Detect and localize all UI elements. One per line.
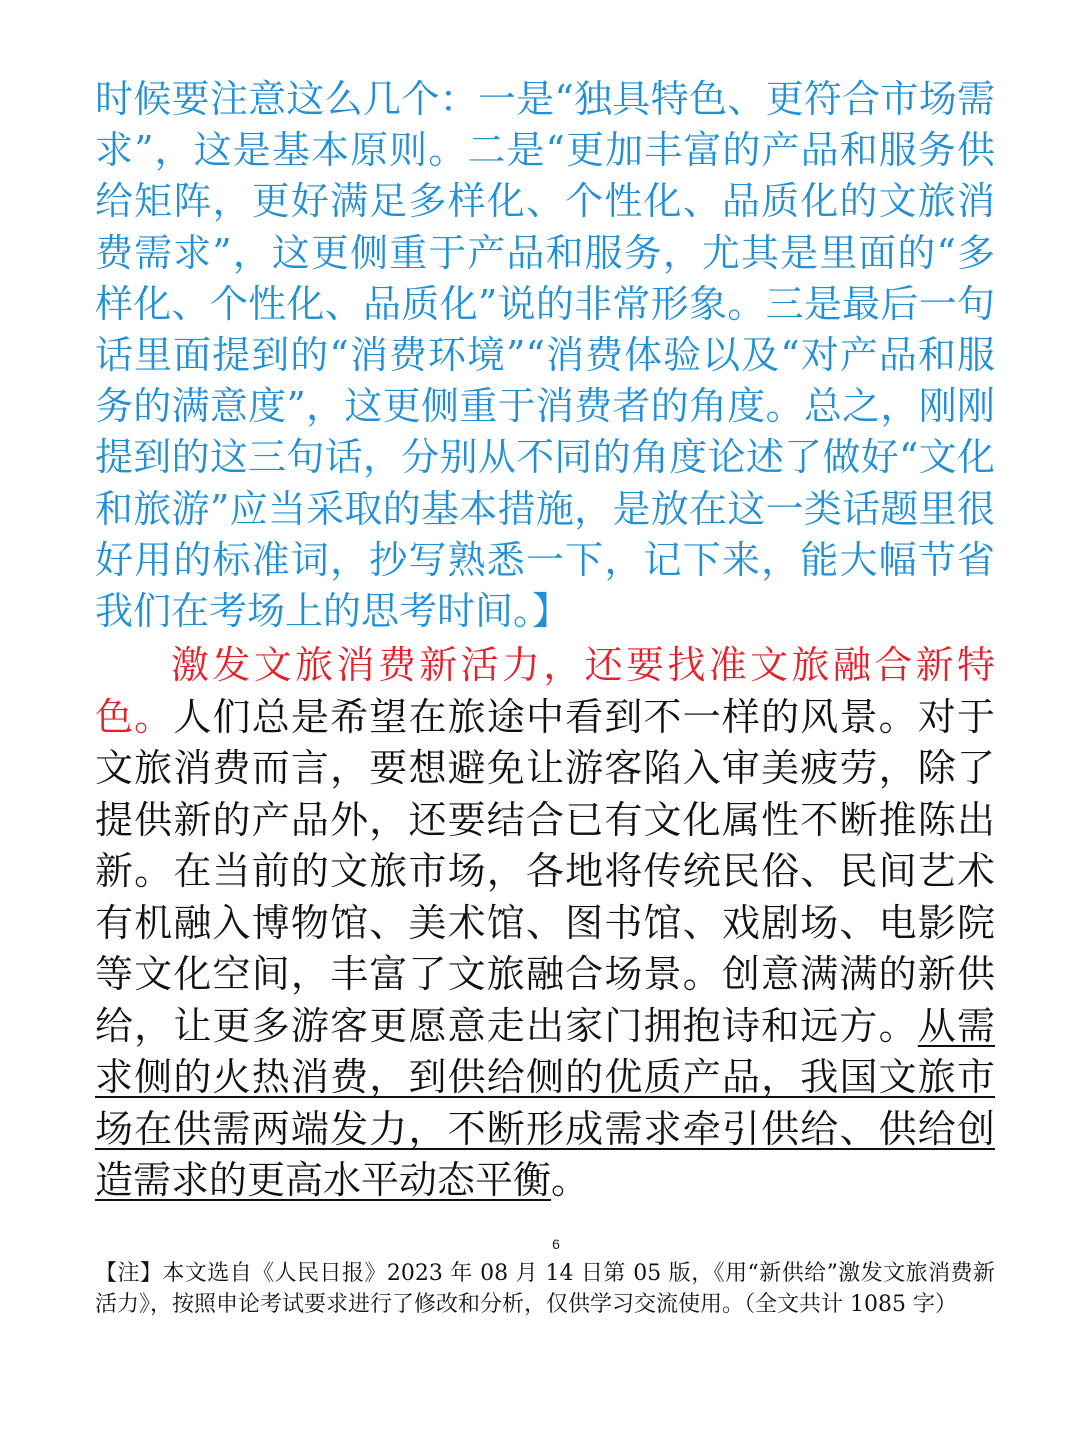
page-number: 6 bbox=[552, 1236, 560, 1252]
closing-mark: 。 bbox=[551, 1158, 590, 1202]
analysis-paragraph: 时候要注意这么几个：一是“独具特色、更符合市场需求”，这是基本原则。二是“更加丰富的产品和服务供给矩阵，更好满足多样化、个性化、品质化的文旅消费需求”，这更侧重于产品和服务，尤其是里面的“多样化、个性化、品质化”说的非常形象。三是最后一句话里面提到的“消费环境”“消费体验以及“对产品和服务的满意度”，这更侧重于消费者的角度。总之，刚刚提到的这三句话，分别从不同的角度论述了做好“文化和旅游”应当采取的基本措施，是放在这一类话题里很好用的标准词，抄写熟悉一下，记下来，能大幅节省我们在考场上的思考时间。】 bbox=[95, 77, 995, 634]
underlined-conclusion: 从需求侧的火热消费，到供给侧的优质产品，我国文旅市场在供需两端发力，不断形成需求牵引供给、供给创造需求的更高水平动态平衡 bbox=[95, 1003, 995, 1202]
lead-sentence: 激发文旅消费新活力，还要找准文旅融合新特色。 bbox=[95, 643, 995, 739]
source-note: 【注】本文选自《人民日报》2023 年 08 月 14 日第 05 版，《用“新供给”激发文旅消费新活力》，按照申论考试要求进行了修改和分析，仅供学习交流使用。（全文共计 1085 字） bbox=[95, 1261, 995, 1317]
body-paragraph bbox=[95, 640, 995, 1207]
body-text: 人们总是希望在旅途中看到不一样的风景。对于文旅消费而言，要想避免让游客陷入审美疲劳，除了提供新的产品外，还要结合已有文化属性不断推陈出新。在当前的文旅市场，各地将传统民俗、民间艺术有机融入博物馆、美术馆、图书馆、戏剧场、电影院等文化空间，丰富了文旅融合场景。创意满满的新供给，让更多游客更愿意走出家门拥抱诗和远方。 bbox=[95, 694, 995, 1048]
